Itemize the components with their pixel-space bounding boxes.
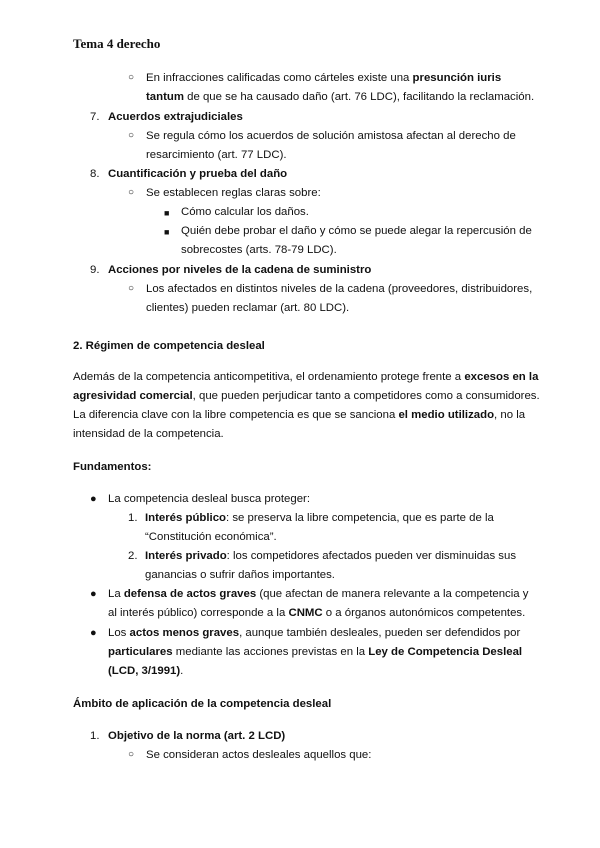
list-item-heading: Objetivo de la norma (art. 2 LCD) xyxy=(108,730,286,742)
paragraph-line: intensidad de la competencia. xyxy=(73,428,224,440)
text-line: ganancias o sufrir daños importantes. xyxy=(145,569,335,581)
text-line: particulares mediante las acciones previstas en la Ley de Competencia Desleal xyxy=(108,646,523,658)
text-line: resarcimiento (art. 77 LDC). xyxy=(146,149,287,161)
list-number: 1. xyxy=(128,512,138,524)
paragraph-line: La diferencia clave con la libre competencia es que se sanciona el medio utilizado, no la xyxy=(73,409,526,421)
subsection-heading: Ámbito de aplicación de la competencia desleal xyxy=(73,698,332,710)
text-line: Se establecen reglas claras sobre: xyxy=(146,187,321,199)
text-line: Los afectados en distintos niveles de la cadena (proveedores, distribuidores, xyxy=(146,283,533,295)
square-bullet-icon: ■ xyxy=(164,208,170,218)
circle-bullet-icon: ○ xyxy=(128,72,135,83)
text-line: sobrecostes (arts. 78-79 LDC). xyxy=(181,244,337,256)
text-line: al interés público) corresponde a la CNMC o a órganos autonómicos competentes. xyxy=(108,607,526,619)
text-line: Se regula cómo los acuerdos de solución amistosa afectan al derecho de xyxy=(146,130,516,142)
paragraph-line: Además de la competencia anticompetitiva, el ordenamiento protege frente a excesos en la xyxy=(73,371,539,383)
text-line: Interés privado: los competidores afectados pueden ver disminuidas sus xyxy=(145,550,517,562)
text-line: tantum de que se ha causado daño (art. 76 LDC), facilitando la reclamación. xyxy=(146,91,535,103)
text-line: La defensa de actos graves (que afectan de manera relevante a la competencia y xyxy=(108,588,529,600)
text-line: Interés público: se preserva la libre competencia, que es parte de la xyxy=(145,512,494,524)
text-line: Se consideran actos desleales aquellos que: xyxy=(146,749,372,761)
circle-bullet-icon: ○ xyxy=(128,749,135,760)
section-heading: 2. Régimen de competencia desleal xyxy=(73,340,265,352)
text-line: La competencia desleal busca proteger: xyxy=(108,493,310,505)
list-number: 9. xyxy=(90,264,100,276)
text-line: Quién debe probar el daño y cómo se puede alegar la repercusión de xyxy=(181,225,532,237)
text-line: En infracciones calificadas como cárteles existe una presunción iuris xyxy=(146,72,502,84)
bullet-dot-icon: ● xyxy=(90,493,97,505)
list-item-heading: Acuerdos extrajudiciales xyxy=(108,111,243,123)
bullet-dot-icon: ● xyxy=(90,588,97,600)
circle-bullet-icon: ○ xyxy=(128,283,135,294)
list-number: 2. xyxy=(128,550,138,562)
text-line: Cómo calcular los daños. xyxy=(181,206,309,218)
text-line: (LCD, 3/1991). xyxy=(108,665,184,677)
list-number: 1. xyxy=(90,730,100,742)
list-item-heading: Acciones por niveles de la cadena de suministro xyxy=(108,264,372,276)
square-bullet-icon: ■ xyxy=(164,227,170,237)
text-line: clientes) pueden reclamar (art. 80 LDC). xyxy=(146,302,350,314)
text-line: Los actos menos graves, aunque también desleales, pueden ser defendidos por xyxy=(108,627,521,639)
bullet-dot-icon: ● xyxy=(90,627,97,639)
text-line: “Constitución económica”. xyxy=(145,531,277,543)
circle-bullet-icon: ○ xyxy=(128,130,135,141)
paragraph-line: agresividad comercial, que pueden perjudicar tanto a competidores como a consumidores. xyxy=(73,390,540,402)
list-item-heading: Cuantificación y prueba del daño xyxy=(108,168,288,180)
list-number: 8. xyxy=(90,168,100,180)
document-title: Tema 4 derecho xyxy=(73,36,161,51)
circle-bullet-icon: ○ xyxy=(128,187,135,198)
subsection-heading: Fundamentos: xyxy=(73,461,152,473)
list-number: 7. xyxy=(90,111,100,123)
